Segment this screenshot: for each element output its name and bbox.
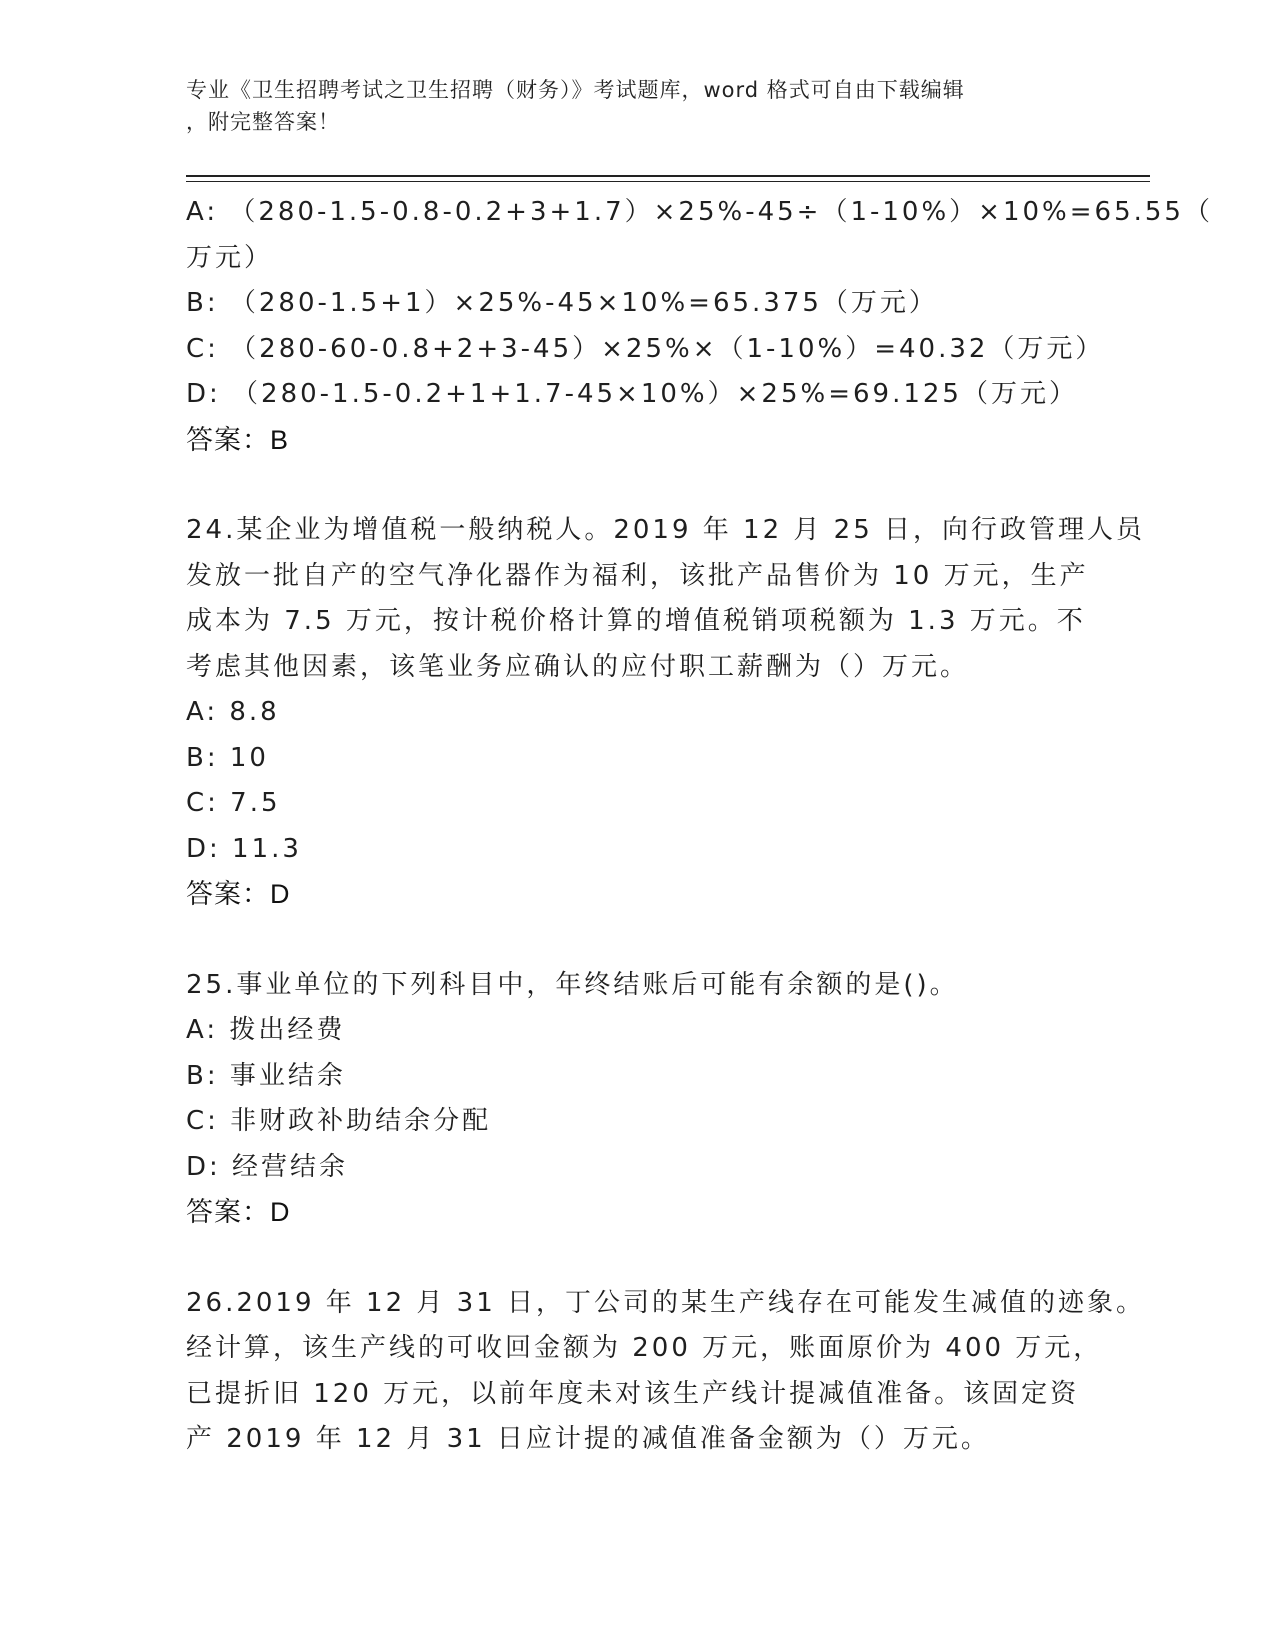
question-24-block bbox=[186, 508, 1146, 918]
q24-option-d: D: 11.3 bbox=[186, 833, 302, 864]
page-header bbox=[186, 74, 1066, 138]
q25-option-b: B: 事业结余 bbox=[186, 1060, 346, 1091]
q23-option-d: D: （280-1.5-0.2+1+1.7-45×10%）×25%=69.125（万元） bbox=[186, 379, 1078, 409]
q25-stem: 25.事业单位的下列科目中，年终结账后可能有余额的是()。 bbox=[186, 969, 959, 1000]
header-line-2: ，附完整答案！ bbox=[186, 110, 340, 134]
question-26-block bbox=[186, 1281, 1146, 1463]
spacer bbox=[186, 1236, 1086, 1281]
q24-option-a: A: 8.8 bbox=[186, 697, 280, 727]
q23-answer: 答案：B bbox=[186, 424, 290, 455]
q23-option-a-line-2: 万元） bbox=[186, 242, 274, 273]
q24-stem-line-3: 成本为 7.5 万元，按计税价格计算的增值税销项税额为 1.3 万元。不 bbox=[186, 606, 1086, 636]
q23-option-a-line-1: A: （280-1.5-0.8-0.2+3+1.7）×25%-45÷（1-10%）×10%=65.55（ bbox=[186, 197, 1213, 227]
q24-option-c: C: 7.5 bbox=[186, 788, 281, 818]
q26-stem-line-2: 经计算，该生产线的可收回金额为 200 万元，账面原价为 400 万元， bbox=[186, 1333, 1103, 1363]
q25-option-a: A: 拨出经费 bbox=[186, 1015, 346, 1045]
q26-stem-line-4: 产 2019 年 12 月 31 日应计提的减值准备金额为（）万元。 bbox=[186, 1424, 990, 1454]
q24-stem-line-4: 考虑其他因素，该笔业务应确认的应付职工薪酬为（）万元。 bbox=[186, 651, 970, 682]
spacer bbox=[186, 918, 1086, 963]
q23-option-c: C: （280-60-0.8+2+3-45）×25%×（1-10%）=40.32（万元） bbox=[186, 333, 1105, 364]
spacer bbox=[186, 463, 1086, 508]
q25-answer: 答案：D bbox=[186, 1197, 291, 1227]
q25-option-d: D: 经营结余 bbox=[186, 1151, 349, 1182]
q23-option-b: B: （280-1.5+1）×25%-45×10%=65.375（万元） bbox=[186, 288, 938, 318]
q24-stem-line-2: 发放一批自产的空气净化器作为福利，该批产品售价为 10 万元，生产 bbox=[186, 560, 1089, 591]
q24-option-b: B: 10 bbox=[186, 742, 269, 773]
q26-stem-line-3: 已提折旧 120 万元，以前年度未对该生产线计提减值准备。该固定资 bbox=[186, 1378, 1080, 1409]
header-divider-thin bbox=[186, 181, 1150, 182]
question-25-block bbox=[186, 963, 1086, 1236]
header-divider-thick bbox=[186, 175, 1150, 177]
q24-answer: 答案：D bbox=[186, 879, 291, 909]
question-23-block bbox=[186, 190, 1213, 463]
q25-option-c: C: 非财政补助结余分配 bbox=[186, 1106, 492, 1136]
q26-stem-line-1: 26.2019 年 12 月 31 日，丁公司的某生产线存在可能发生减值的迹象。 bbox=[186, 1287, 1146, 1318]
document-body bbox=[186, 190, 1213, 1463]
q24-stem-line-1: 24.某企业为增值税一般纳税人。2019 年 12 月 25 日，向行政管理人员 bbox=[186, 515, 1146, 545]
header-line-1: 专业《卫生招聘考试之卫生招聘（财务）》考试题库，word 格式可自由下载编辑 bbox=[186, 78, 965, 102]
